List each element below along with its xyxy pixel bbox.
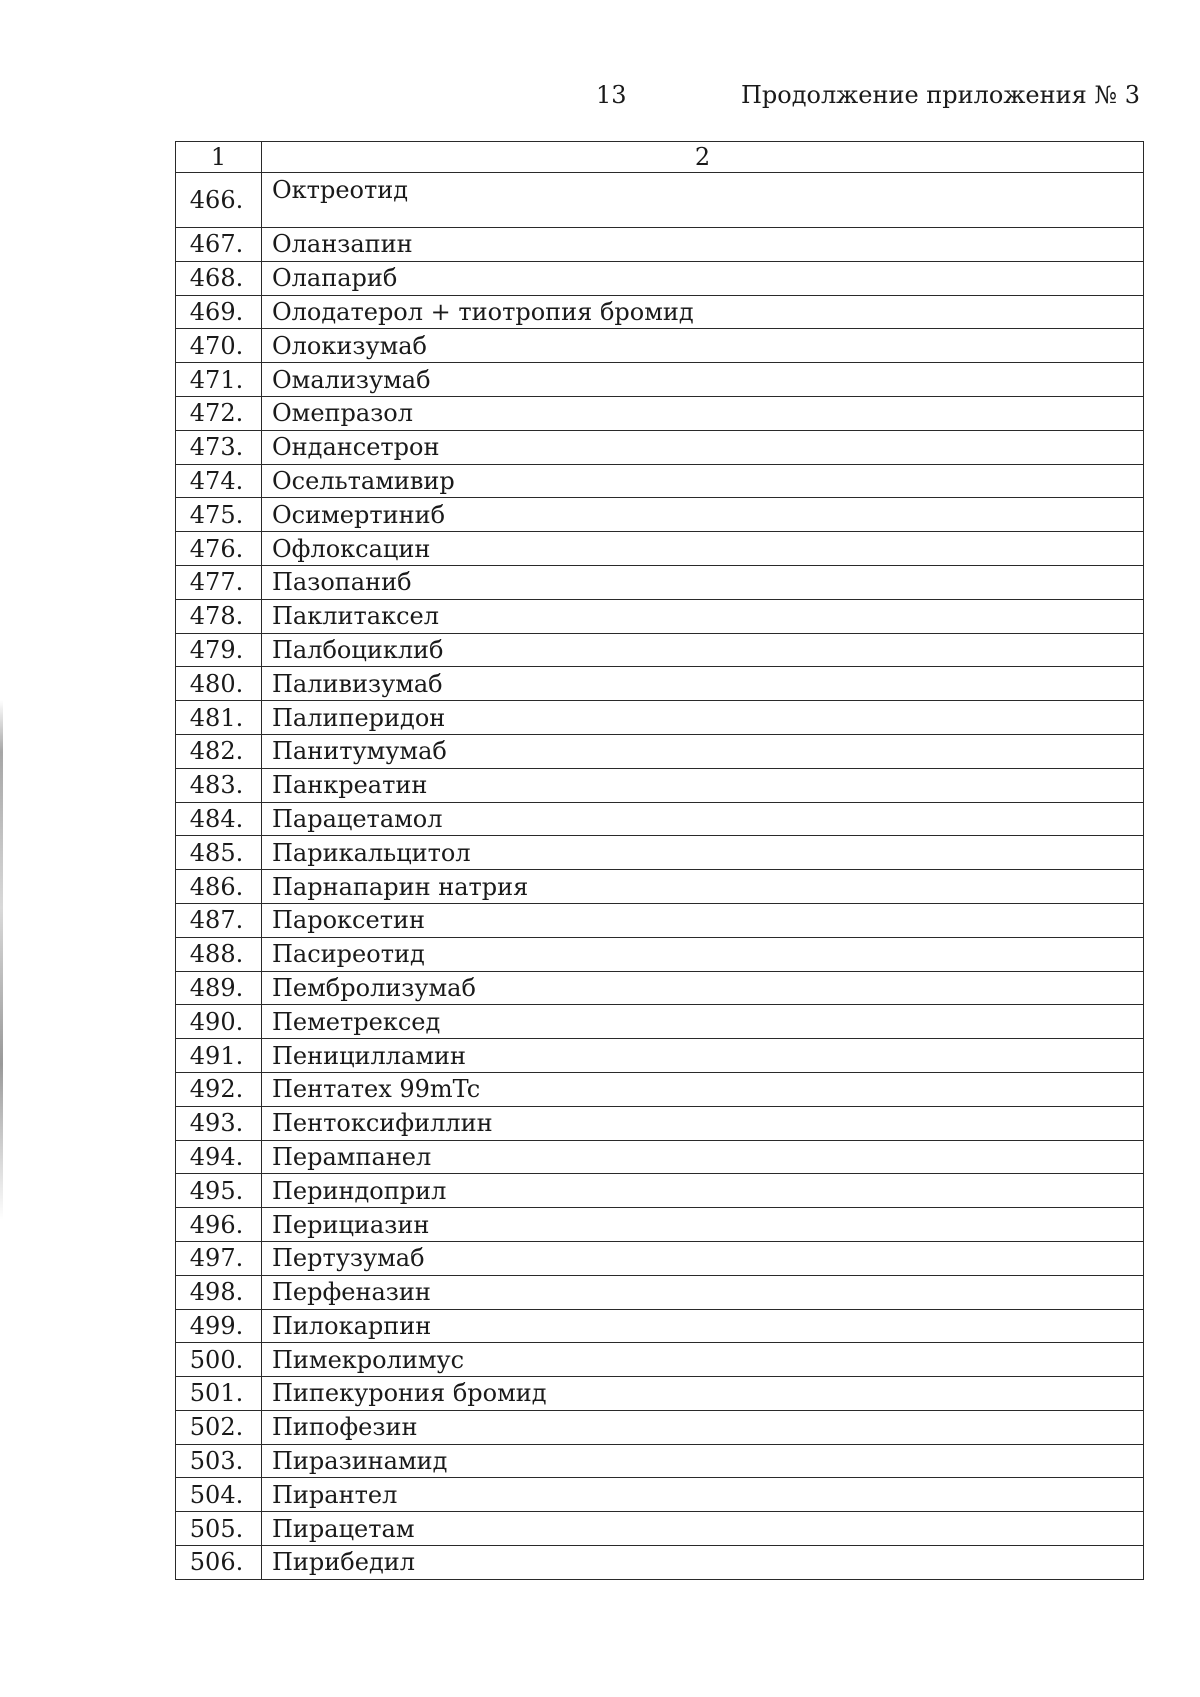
table-row	[176, 464, 1144, 498]
row-number: 504.	[176, 1478, 262, 1512]
table-row	[176, 971, 1144, 1005]
row-number: 485.	[176, 836, 262, 870]
column-header-2: 2	[262, 142, 1144, 173]
table-row	[176, 1343, 1144, 1377]
row-number: 475.	[176, 498, 262, 532]
drug-name: Пирантел	[262, 1478, 1144, 1512]
table-row	[176, 768, 1144, 802]
row-number: 466.	[176, 173, 262, 228]
drug-name: Пасиреотид	[262, 937, 1144, 971]
table-row	[176, 173, 1144, 228]
table-row	[176, 633, 1144, 667]
table-row	[176, 565, 1144, 599]
row-number: 494.	[176, 1140, 262, 1174]
table-row	[176, 295, 1144, 329]
row-number: 491.	[176, 1039, 262, 1073]
drug-name: Омепразол	[262, 396, 1144, 430]
table-row	[176, 1309, 1144, 1343]
table-row	[176, 1072, 1144, 1106]
table-row	[176, 667, 1144, 701]
page-number: 13	[596, 81, 627, 109]
row-number: 496.	[176, 1208, 262, 1242]
table-row	[176, 937, 1144, 971]
row-number: 478.	[176, 599, 262, 633]
drug-name: Пилокарпин	[262, 1309, 1144, 1343]
drug-name: Пирибедил	[262, 1546, 1144, 1580]
row-number: 482.	[176, 734, 262, 768]
row-number: 493.	[176, 1106, 262, 1140]
row-number: 477.	[176, 565, 262, 599]
drug-name: Парнапарин натрия	[262, 870, 1144, 904]
drug-name: Пеметрексед	[262, 1005, 1144, 1039]
row-number: 505.	[176, 1512, 262, 1546]
drug-name: Палбоциклиб	[262, 633, 1144, 667]
table-body	[176, 142, 1144, 1580]
scan-shadow	[0, 700, 3, 1220]
table-row	[176, 599, 1144, 633]
table-row	[176, 1241, 1144, 1275]
drug-name: Перфеназин	[262, 1275, 1144, 1309]
table-header-row	[176, 142, 1144, 173]
row-number: 481.	[176, 701, 262, 735]
table-row	[176, 1377, 1144, 1411]
table-row	[176, 903, 1144, 937]
table-row	[176, 1546, 1144, 1580]
drug-name: Пеницилламин	[262, 1039, 1144, 1073]
drug-name: Осельтамивир	[262, 464, 1144, 498]
drug-name: Панкреатин	[262, 768, 1144, 802]
row-number: 487.	[176, 903, 262, 937]
drug-name: Пертузумаб	[262, 1241, 1144, 1275]
table-row	[176, 261, 1144, 295]
row-number: 470.	[176, 329, 262, 363]
drug-name: Пипофезин	[262, 1410, 1144, 1444]
row-number: 503.	[176, 1444, 262, 1478]
row-number: 490.	[176, 1005, 262, 1039]
row-number: 474.	[176, 464, 262, 498]
drug-name: Пембролизумаб	[262, 971, 1144, 1005]
row-number: 495.	[176, 1174, 262, 1208]
table-row	[176, 363, 1144, 397]
table-row	[176, 802, 1144, 836]
drug-name: Олодатерол + тиотропия бромид	[262, 295, 1144, 329]
drug-name: Пароксетин	[262, 903, 1144, 937]
drug-name: Оланзапин	[262, 228, 1144, 262]
table-row	[176, 836, 1144, 870]
row-number: 467.	[176, 228, 262, 262]
drug-name: Паливизумаб	[262, 667, 1144, 701]
table-row	[176, 532, 1144, 566]
table-row	[176, 870, 1144, 904]
row-number: 492.	[176, 1072, 262, 1106]
row-number: 469.	[176, 295, 262, 329]
table-row	[176, 734, 1144, 768]
table-row	[176, 430, 1144, 464]
drug-name: Перампанел	[262, 1140, 1144, 1174]
drug-name: Парацетамол	[262, 802, 1144, 836]
row-number: 471.	[176, 363, 262, 397]
table-row	[176, 396, 1144, 430]
appendix-continuation-caption: Продолжение приложения № 3	[740, 81, 1140, 109]
drug-name: Пиразинамид	[262, 1444, 1144, 1478]
table-row	[176, 701, 1144, 735]
table-row	[176, 498, 1144, 532]
table-row	[176, 1512, 1144, 1546]
drug-name: Ондансетрон	[262, 430, 1144, 464]
row-number: 468.	[176, 261, 262, 295]
table-row	[176, 1039, 1144, 1073]
drug-name: Палиперидон	[262, 701, 1144, 735]
row-number: 488.	[176, 937, 262, 971]
drug-name: Пимекролимус	[262, 1343, 1144, 1377]
drug-list-table	[175, 141, 1144, 1580]
table-row	[176, 1208, 1144, 1242]
row-number: 489.	[176, 971, 262, 1005]
drug-name: Пипекурония бромид	[262, 1377, 1144, 1411]
table-row	[176, 228, 1144, 262]
row-number: 500.	[176, 1343, 262, 1377]
table-row	[176, 329, 1144, 363]
drug-name: Олокизумаб	[262, 329, 1144, 363]
row-number: 473.	[176, 430, 262, 464]
row-number: 472.	[176, 396, 262, 430]
drug-name: Перициазин	[262, 1208, 1144, 1242]
drug-name: Омализумаб	[262, 363, 1144, 397]
row-number: 483.	[176, 768, 262, 802]
table-row	[176, 1140, 1144, 1174]
row-number: 476.	[176, 532, 262, 566]
row-number: 499.	[176, 1309, 262, 1343]
row-number: 502.	[176, 1410, 262, 1444]
drug-name: Панитумумаб	[262, 734, 1144, 768]
row-number: 484.	[176, 802, 262, 836]
table-row	[176, 1106, 1144, 1140]
drug-name: Осимертиниб	[262, 498, 1144, 532]
drug-name: Октреотид	[262, 173, 1144, 228]
row-number: 498.	[176, 1275, 262, 1309]
column-header-1: 1	[176, 142, 262, 173]
drug-name: Пазопаниб	[262, 565, 1144, 599]
table-row	[176, 1444, 1144, 1478]
row-number: 486.	[176, 870, 262, 904]
drug-name: Пентоксифиллин	[262, 1106, 1144, 1140]
table-row	[176, 1005, 1144, 1039]
row-number: 497.	[176, 1241, 262, 1275]
drug-name: Периндоприл	[262, 1174, 1144, 1208]
table-row	[176, 1275, 1144, 1309]
drug-name: Парикальцитол	[262, 836, 1144, 870]
row-number: 480.	[176, 667, 262, 701]
row-number: 506.	[176, 1546, 262, 1580]
drug-name: Паклитаксел	[262, 599, 1144, 633]
drug-name: Офлоксацин	[262, 532, 1144, 566]
table-row	[176, 1478, 1144, 1512]
table-row	[176, 1174, 1144, 1208]
drug-name: Пирацетам	[262, 1512, 1144, 1546]
row-number: 501.	[176, 1377, 262, 1411]
table-row	[176, 1410, 1144, 1444]
drug-name: Пентатех 99mTc	[262, 1072, 1144, 1106]
drug-name: Олапариб	[262, 261, 1144, 295]
row-number: 479.	[176, 633, 262, 667]
